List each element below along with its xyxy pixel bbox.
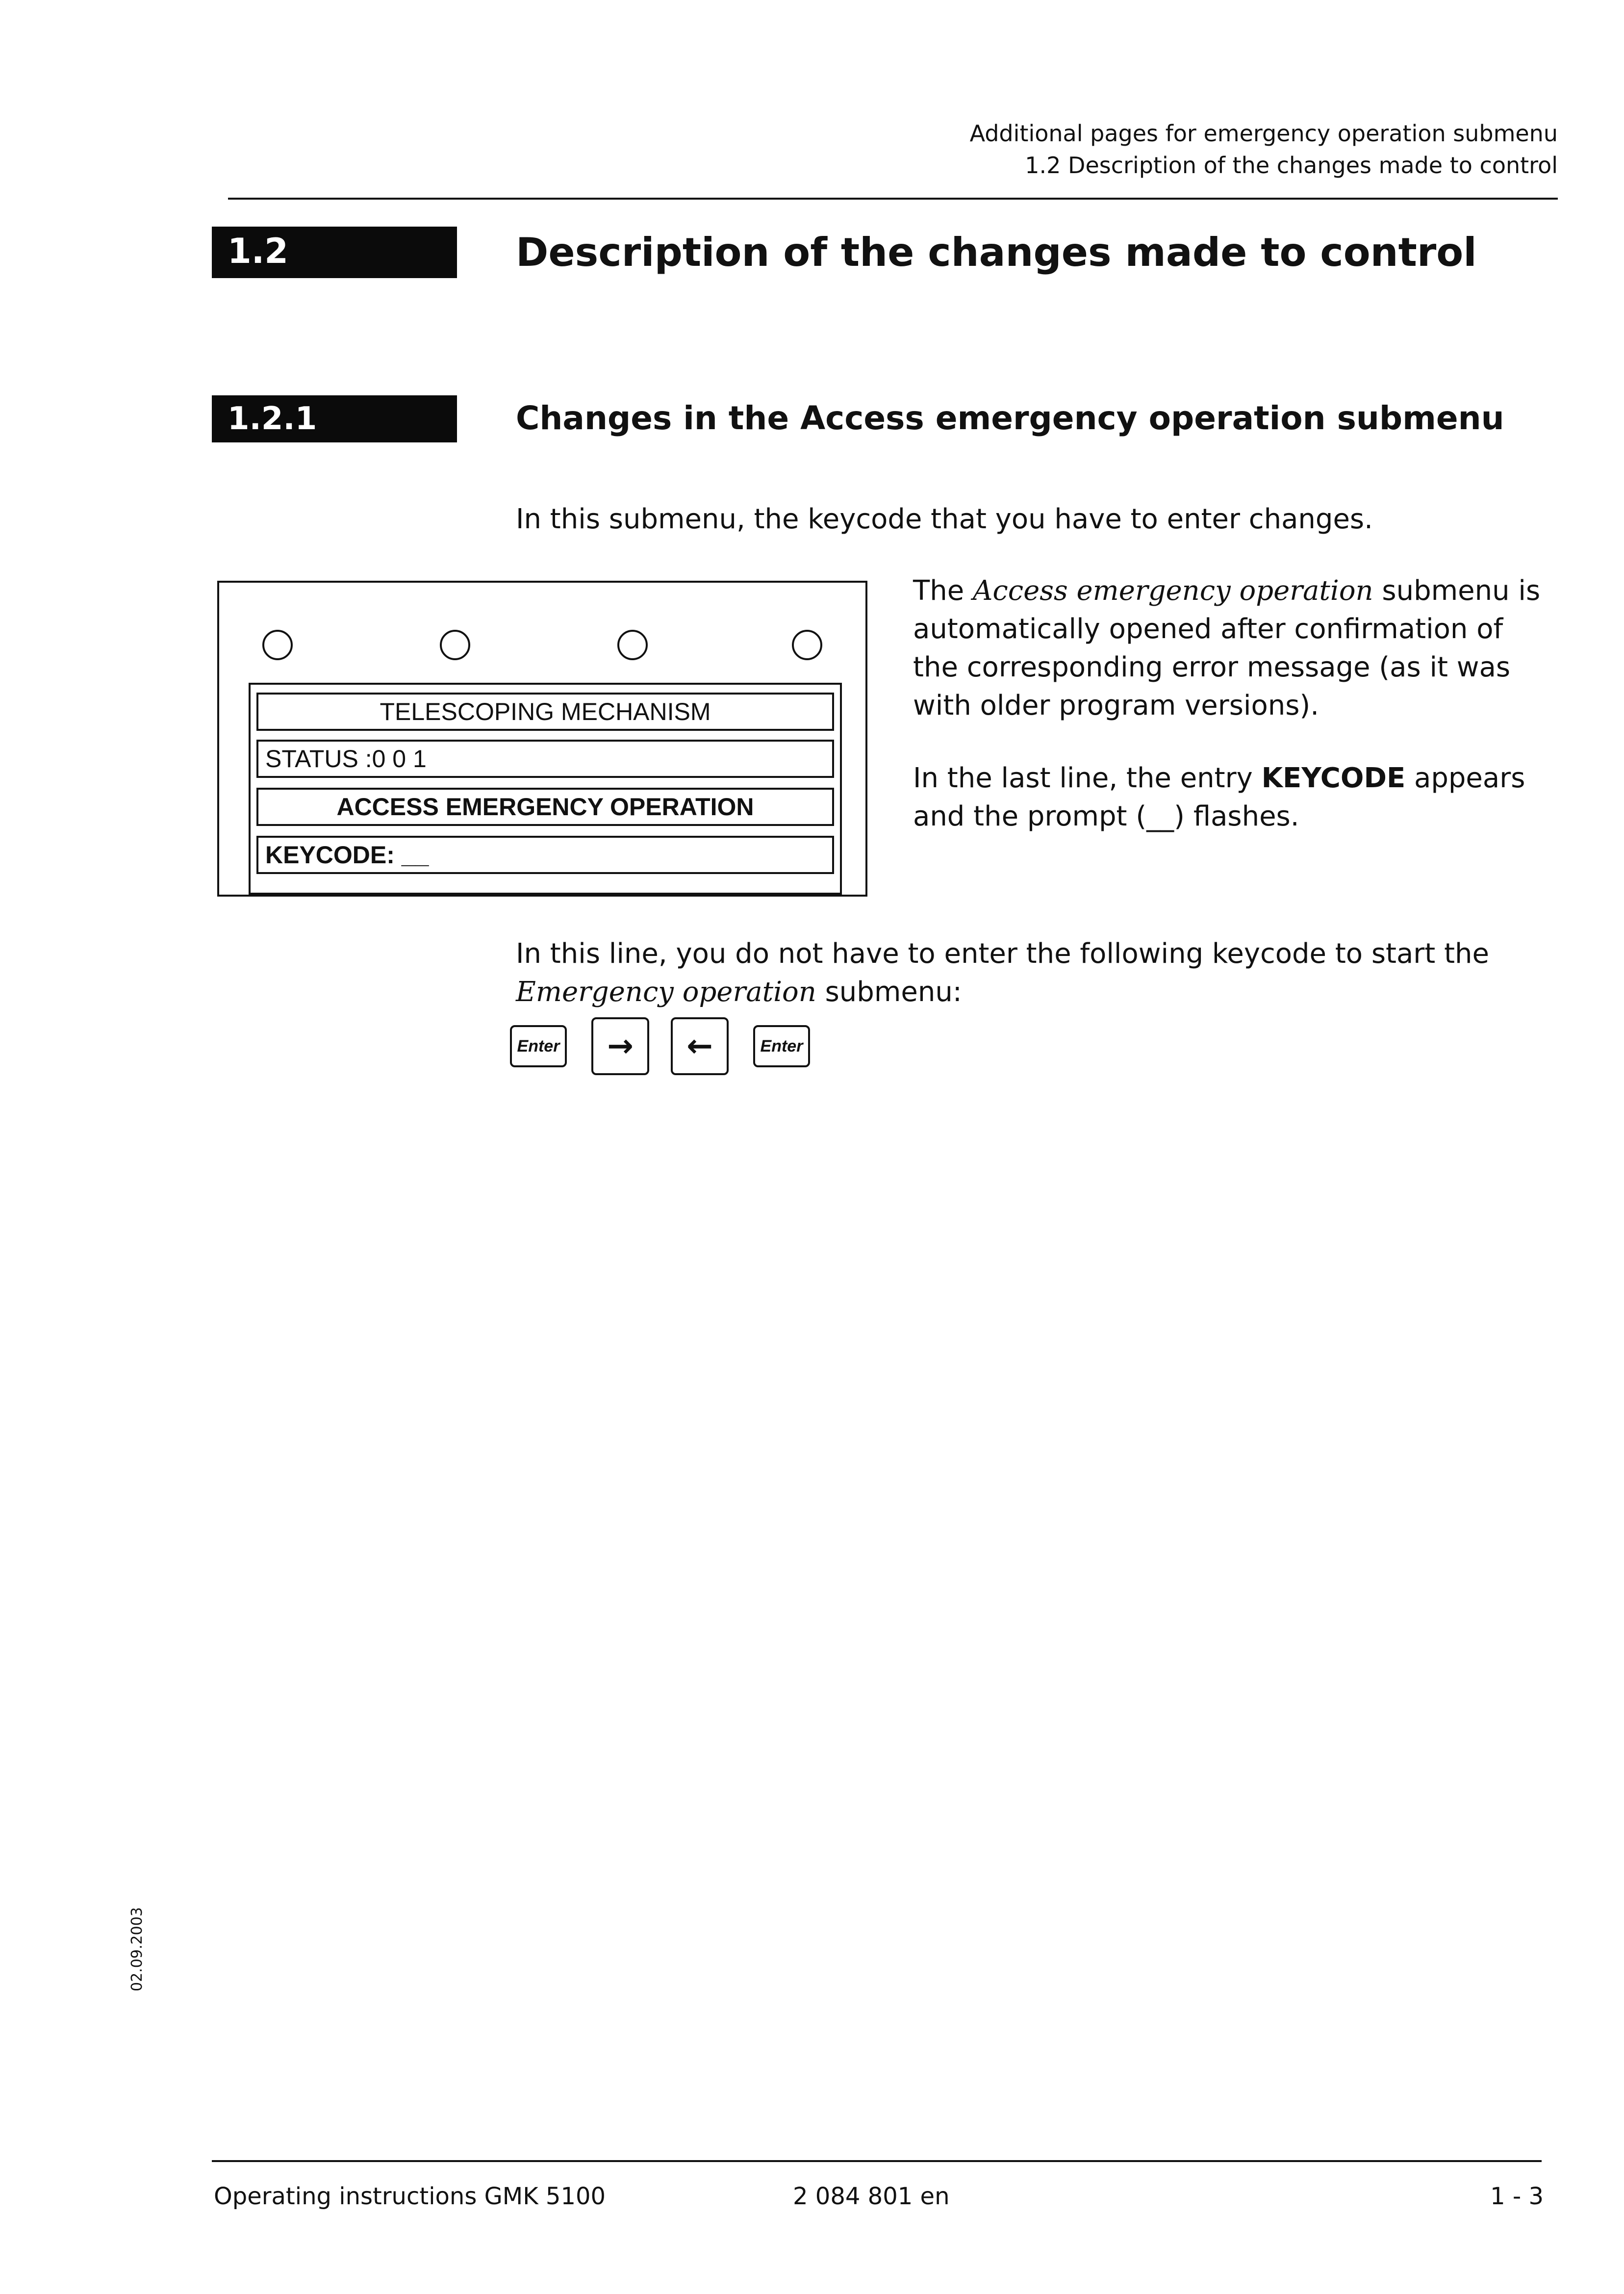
header-divider	[228, 198, 1558, 200]
indicator-light-1	[262, 630, 293, 660]
running-header-line1: Additional pages for emergency operation submenu	[969, 120, 1558, 147]
revision-date: 02.09.2003	[128, 1907, 146, 1991]
enter-key-icon: Enter	[510, 1025, 567, 1067]
side-paragraph-2: In the last line, the entry KEYCODE appears and the prompt (__) flashes.	[913, 762, 1525, 832]
footer-divider	[212, 2160, 1542, 2162]
enter-key-icon-2: Enter	[753, 1025, 810, 1067]
footer-page-number: 1 - 3	[1490, 2183, 1544, 2210]
indicator-light-2	[440, 630, 470, 660]
indicator-light-3	[617, 630, 648, 660]
indicator-light-4	[792, 630, 822, 660]
side-explanation	[913, 572, 1546, 870]
section-title-1-2-1: Changes in the Access emergency operation submenu	[516, 399, 1504, 437]
intro-paragraph: In this submenu, the keycode that you have to enter changes.	[516, 503, 1373, 535]
side-paragraph-1: The Access emergency operation submenu is automatically opened after confirmation of the corresponding error message (as it was with older program versions).	[913, 575, 1541, 722]
display-line-2: STATUS :0 0 1	[256, 740, 834, 778]
arrow-right-key-icon: →	[591, 1017, 649, 1075]
display-line-3: ACCESS EMERGENCY OPERATION	[256, 788, 834, 826]
section-number-1-2-1: 1.2.1	[212, 395, 457, 442]
arrow-left-key-icon: ←	[671, 1017, 729, 1075]
display-screen	[249, 683, 842, 895]
footer-document-title: Operating instructions GMK 5100	[214, 2183, 606, 2210]
display-line-4: KEYCODE: __	[256, 836, 834, 874]
section-number-1-2: 1.2	[212, 227, 457, 278]
instruction-paragraph: In this line, you do not have to enter the following keycode to start the Emergency operation submenu:	[516, 938, 1489, 1008]
running-header	[970, 118, 1558, 181]
footer-document-number: 2 084 801 en	[793, 2183, 950, 2210]
running-header-line2: 1.2 Description of the changes made to control	[1025, 152, 1558, 179]
control-panel-diagram	[217, 581, 867, 897]
section-title-1-2: Description of the changes made to control	[516, 230, 1477, 275]
display-line-1: TELESCOPING MECHANISM	[256, 693, 834, 731]
